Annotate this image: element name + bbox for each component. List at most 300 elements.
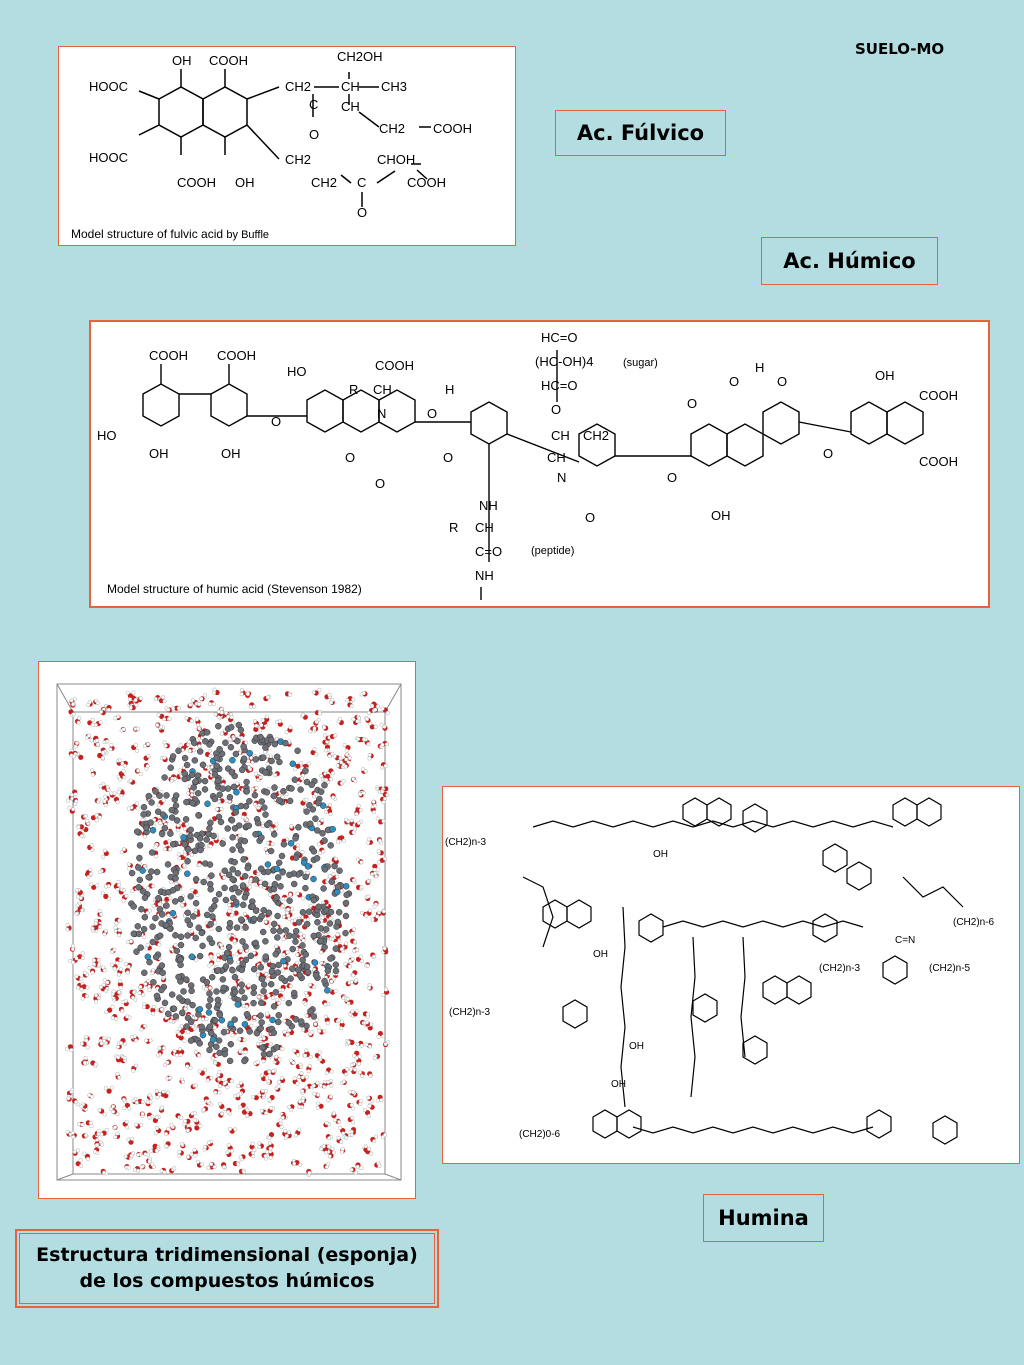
hydrogen-atom	[210, 927, 214, 931]
hydrogen-atom	[72, 1135, 76, 1139]
carbon-atom	[305, 969, 311, 975]
hydrogen-atom	[207, 1141, 211, 1145]
nitrogen-atom	[210, 1037, 216, 1043]
hydrogen-atom	[132, 990, 136, 994]
hydrogen-atom	[205, 1017, 209, 1021]
hydrogen-atom	[84, 814, 88, 818]
carbon-atom	[165, 861, 171, 867]
hydrogen-atom	[142, 1005, 146, 1009]
hydrogen-atom	[95, 813, 99, 817]
carbon-atom	[146, 874, 152, 880]
carbon-atom	[212, 1017, 218, 1023]
hydrogen-atom	[299, 1065, 303, 1069]
hydrogen-atom	[294, 1134, 298, 1138]
hydrogen-atom	[315, 720, 319, 724]
hydrogen-atom	[354, 780, 358, 784]
hydrogen-atom	[368, 909, 372, 913]
carbon-atom	[327, 956, 333, 962]
carbon-atom	[232, 885, 238, 891]
hydrogen-atom	[383, 1133, 387, 1137]
hydrogen-atom	[256, 973, 260, 977]
carbon-atom	[212, 897, 218, 903]
carbon-atom	[208, 886, 214, 892]
hydrogen-atom	[110, 743, 114, 747]
hydrogen-atom	[296, 892, 300, 896]
hydrogen-atom	[81, 1123, 85, 1127]
carbon-atom	[197, 836, 203, 842]
hydrogen-atom	[198, 1070, 202, 1074]
carbon-atom	[293, 928, 299, 934]
carbon-atom	[259, 799, 265, 805]
hydrogen-atom	[287, 1131, 291, 1135]
hydrogen-atom	[101, 756, 105, 760]
hydrogen-atom	[310, 1030, 314, 1034]
carbon-atom	[173, 875, 179, 881]
hydrogen-atom	[360, 861, 364, 865]
carbon-atom	[322, 978, 328, 984]
hydrogen-atom	[296, 1053, 300, 1057]
humic-group-label: C=O	[475, 544, 503, 559]
fulvic-acid-label: Ac. Fúlvico	[555, 110, 726, 156]
hydrogen-atom	[228, 903, 232, 907]
hydrogen-atom	[334, 989, 338, 993]
carbon-atom	[258, 1025, 264, 1031]
hydrogen-atom	[281, 904, 285, 908]
hydrogen-atom	[269, 1147, 273, 1151]
humin-group-label: OH	[629, 1041, 644, 1052]
hydrogen-atom	[360, 959, 364, 963]
humin-label: Humina	[703, 1194, 824, 1242]
hydrogen-atom	[100, 1143, 104, 1147]
hydrogen-atom	[158, 1047, 162, 1051]
hydrogen-atom	[81, 997, 85, 1001]
carbon-atom	[141, 804, 147, 810]
hydrogen-atom	[377, 1035, 381, 1039]
hydrogen-atom	[91, 927, 95, 931]
humic-acid-structure	[89, 320, 990, 608]
hydrogen-atom	[270, 828, 274, 832]
hydrogen-atom	[96, 743, 100, 747]
humic-group-label: O	[443, 450, 454, 465]
hydrogen-atom	[350, 704, 354, 708]
hydrogen-atom	[248, 885, 252, 889]
hydrogen-atom	[266, 841, 270, 845]
carbon-atom	[162, 1000, 168, 1006]
humic-group-label: (HC-OH)4	[535, 354, 594, 369]
carbon-atom	[265, 869, 271, 875]
nitrogen-atom	[305, 863, 311, 869]
hydrogen-atom	[68, 806, 72, 810]
hydrogen-atom	[75, 741, 79, 745]
hydrogen-atom	[376, 705, 380, 709]
hydrogen-atom	[346, 997, 350, 1001]
carbon-atom	[170, 841, 176, 847]
hydrogen-atom	[85, 1039, 89, 1043]
hydrogen-atom	[333, 1118, 337, 1122]
hydrogen-atom	[257, 806, 261, 810]
hydrogen-atom	[84, 1035, 88, 1039]
carbon-atom	[188, 1019, 194, 1025]
hydrogen-atom	[192, 749, 196, 753]
carbon-atom	[190, 1002, 196, 1008]
carbon-atom	[215, 997, 221, 1003]
carbon-atom	[286, 872, 292, 878]
hydrogen-atom	[83, 1061, 87, 1065]
hydrogen-atom	[143, 835, 147, 839]
hydrogen-atom	[193, 1148, 197, 1152]
hydrogen-atom	[267, 994, 271, 998]
hydrogen-atom	[154, 845, 158, 849]
carbon-atom	[269, 968, 275, 974]
carbon-atom	[167, 831, 173, 837]
carbon-atom	[174, 948, 180, 954]
carbon-atom	[335, 919, 341, 925]
carbon-atom	[131, 904, 137, 910]
carbon-atom	[291, 990, 297, 996]
hydrogen-atom	[238, 1105, 242, 1109]
hydrogen-atom	[348, 1090, 352, 1094]
carbon-atom	[188, 827, 194, 833]
hydrogen-atom	[326, 1162, 330, 1166]
hydrogen-atom	[134, 998, 138, 1002]
hydrogen-atom	[129, 706, 133, 710]
hydrogen-atom	[98, 870, 102, 874]
hydrogen-atom	[151, 969, 155, 973]
hydrogen-atom	[73, 697, 77, 701]
hydrogen-atom	[228, 738, 232, 742]
humic-group-label: COOH	[919, 454, 958, 469]
hydrogen-atom	[147, 979, 151, 983]
hydrogen-atom	[298, 1105, 302, 1109]
hydrogen-atom	[321, 916, 325, 920]
hydrogen-atom	[372, 955, 376, 959]
hydrogen-atom	[166, 1091, 170, 1095]
hydrogen-atom	[134, 698, 138, 702]
hydrogen-atom	[79, 1164, 83, 1168]
humic-group-label: OH	[875, 368, 895, 383]
nitrogen-atom	[312, 960, 318, 966]
hydrogen-atom	[199, 1124, 203, 1128]
hydrogen-atom	[351, 974, 355, 978]
hydrogen-atom	[89, 868, 93, 872]
fulvic-group-label: O	[309, 127, 320, 142]
hydrogen-atom	[71, 808, 75, 812]
hydrogen-atom	[352, 718, 356, 722]
hydrogen-atom	[293, 1077, 297, 1081]
hydrogen-atom	[127, 1138, 131, 1142]
hydrogen-atom	[339, 1026, 343, 1030]
carbon-atom	[190, 800, 196, 806]
hydrogen-atom	[374, 708, 378, 712]
hydrogen-atom	[293, 1049, 297, 1053]
fulvic-caption	[71, 227, 269, 241]
carbon-atom	[159, 963, 165, 969]
hydrogen-atom	[140, 1028, 144, 1032]
carbon-atom	[178, 934, 184, 940]
hydrogen-atom	[340, 1140, 344, 1144]
hydrogen-atom	[97, 958, 101, 962]
hydrogen-atom	[136, 1153, 140, 1157]
hydrogen-atom	[77, 1123, 81, 1127]
carbon-atom	[244, 788, 250, 794]
carbon-atom	[182, 755, 188, 761]
carbon-atom	[275, 913, 281, 919]
hydrogen-atom	[312, 985, 316, 989]
carbon-atom	[230, 847, 236, 853]
hydrogen-atom	[158, 943, 162, 947]
hydrogen-atom	[358, 1071, 362, 1075]
carbon-atom	[241, 856, 247, 862]
carbon-atom	[193, 779, 199, 785]
carbon-atom	[215, 778, 221, 784]
carbon-atom	[260, 929, 266, 935]
hydrogen-atom	[223, 1082, 227, 1086]
carbon-atom	[311, 897, 317, 903]
hydrogen-atom	[209, 955, 213, 959]
hydrogen-atom	[292, 1162, 296, 1166]
hydrogen-atom	[384, 988, 388, 992]
hydrogen-atom	[313, 747, 317, 751]
humic-group-label: O	[271, 414, 282, 429]
hydrogen-atom	[208, 986, 212, 990]
carbon-atom	[272, 881, 278, 887]
carbon-atom	[253, 831, 259, 837]
carbon-atom	[240, 883, 246, 889]
hydrogen-atom	[115, 921, 119, 925]
hydrogen-atom	[87, 703, 91, 707]
hydrogen-atom	[259, 776, 263, 780]
carbon-atom	[261, 1051, 267, 1057]
hydrogen-atom	[102, 1171, 106, 1175]
hydrogen-atom	[167, 708, 171, 712]
carbon-atom	[160, 812, 166, 818]
carbon-atom	[258, 964, 264, 970]
hydrogen-atom	[283, 964, 287, 968]
hydrogen-atom	[265, 715, 269, 719]
hydrogen-atom	[101, 855, 105, 859]
hydrogen-atom	[290, 1108, 294, 1112]
hydrogen-atom	[257, 995, 261, 999]
carbon-atom	[207, 991, 213, 997]
hydrogen-atom	[132, 691, 136, 695]
hydrogen-atom	[117, 791, 121, 795]
hydrogen-atom	[240, 688, 244, 692]
carbon-atom	[244, 1011, 250, 1017]
carbon-atom	[207, 936, 213, 942]
hydrogen-atom	[295, 961, 299, 965]
hydrogen-atom	[352, 831, 356, 835]
hydrogen-atom	[345, 699, 349, 703]
carbon-atom	[273, 951, 279, 957]
carbon-atom	[244, 779, 250, 785]
hydrogen-atom	[281, 897, 285, 901]
carbon-atom	[231, 784, 237, 790]
carbon-atom	[281, 841, 287, 847]
hydrogen-atom	[195, 718, 199, 722]
hydrogen-atom	[342, 839, 346, 843]
hydrogen-atom	[362, 738, 366, 742]
carbon-atom	[271, 1003, 277, 1009]
hydrogen-atom	[125, 894, 129, 898]
humic-group-label: O	[687, 396, 698, 411]
carbon-atom	[253, 940, 259, 946]
hydrogen-atom	[263, 751, 267, 755]
carbon-atom	[247, 1029, 253, 1035]
carbon-atom	[300, 957, 306, 963]
hydrogen-atom	[374, 725, 378, 729]
carbon-atom	[202, 738, 208, 744]
nitrogen-atom	[330, 826, 336, 832]
hydrogen-atom	[203, 1068, 207, 1072]
carbon-atom	[328, 909, 334, 915]
hydrogen-atom	[337, 1120, 341, 1124]
hydrogen-atom	[317, 843, 321, 847]
hydrogen-atom	[260, 1074, 264, 1078]
hydrogen-atom	[326, 1021, 330, 1025]
nitrogen-atom	[270, 1017, 276, 1023]
hydrogen-atom	[367, 742, 371, 746]
carbon-atom	[333, 968, 339, 974]
carbon-atom	[198, 847, 204, 853]
nitrogen-atom	[150, 827, 156, 833]
carbon-atom	[146, 793, 152, 799]
carbon-atom	[213, 1044, 219, 1050]
carbon-atom	[185, 858, 191, 864]
hydrogen-atom	[316, 1081, 320, 1085]
hydrogen-atom	[233, 1094, 237, 1098]
carbon-atom	[190, 913, 196, 919]
hydrogen-atom	[75, 957, 79, 961]
hydrogen-atom	[141, 1100, 145, 1104]
hydrogen-atom	[144, 1039, 148, 1043]
hydrogen-atom	[123, 1056, 127, 1060]
hydrogen-atom	[260, 1109, 264, 1113]
hydrogen-atom	[264, 847, 268, 851]
hydrogen-atom	[200, 697, 204, 701]
hydrogen-atom	[255, 724, 259, 728]
hydrogen-atom	[194, 1154, 198, 1158]
hydrogen-atom	[217, 800, 221, 804]
nitrogen-atom	[170, 910, 176, 916]
hydrogen-atom	[272, 1069, 276, 1073]
carbon-atom	[193, 900, 199, 906]
carbon-atom	[142, 914, 148, 920]
humic-group-label: CH	[373, 382, 392, 397]
hydrogen-atom	[251, 787, 255, 791]
carbon-atom	[154, 869, 160, 875]
carbon-atom	[243, 925, 249, 931]
humic-acid-diagram	[91, 322, 988, 606]
carbon-atom	[221, 985, 227, 991]
hydrogen-atom	[169, 1076, 173, 1080]
hydrogen-atom	[348, 965, 352, 969]
carbon-atom	[307, 1008, 313, 1014]
hydrogen-atom	[208, 749, 212, 753]
carbon-atom	[178, 962, 184, 968]
hydrogen-atom	[368, 1045, 372, 1049]
carbon-atom	[251, 984, 257, 990]
carbon-atom	[176, 995, 182, 1001]
hydrogen-atom	[196, 893, 200, 897]
carbon-atom	[229, 769, 235, 775]
hydrogen-atom	[249, 705, 253, 709]
hydrogen-atom	[332, 977, 336, 981]
hydrogen-atom	[282, 937, 286, 941]
hydrogen-atom	[116, 800, 120, 804]
hydrogen-atom	[366, 964, 370, 968]
hydrogen-atom	[339, 757, 343, 761]
hydrogen-atom	[160, 1106, 164, 1110]
carbon-atom	[227, 794, 233, 800]
carbon-atom	[259, 1019, 265, 1025]
hydrogen-atom	[344, 942, 348, 946]
hydrogen-atom	[176, 829, 180, 833]
hydrogen-atom	[378, 839, 382, 843]
nitrogen-atom	[247, 750, 253, 756]
hydrogen-atom	[86, 1046, 90, 1050]
hydrogen-atom	[154, 697, 158, 701]
carbon-atom	[274, 1044, 280, 1050]
hydrogen-atom	[288, 693, 292, 697]
hydrogen-atom	[283, 1030, 287, 1034]
hydrogen-atom	[163, 1170, 167, 1174]
fulvic-group-label: CH2	[311, 175, 338, 190]
hydrogen-atom	[210, 1076, 214, 1080]
hydrogen-atom	[369, 1074, 373, 1078]
hydrogen-atom	[189, 703, 193, 707]
hydrogen-atom	[178, 1150, 182, 1154]
hydrogen-atom	[338, 717, 342, 721]
carbon-atom	[293, 835, 299, 841]
hydrogen-atom	[99, 720, 103, 724]
hydrogen-atom	[117, 883, 121, 887]
carbon-atom	[227, 1058, 233, 1064]
carbon-atom	[153, 954, 159, 960]
hydrogen-atom	[367, 837, 371, 841]
hydrogen-atom	[264, 1154, 268, 1158]
hydrogen-atom	[148, 1116, 152, 1120]
hydrogen-atom	[289, 726, 293, 730]
hydrogen-atom	[330, 1084, 334, 1088]
carbon-atom	[271, 921, 277, 927]
hydrogen-atom	[197, 702, 201, 706]
carbon-atom	[253, 877, 259, 883]
hydrogen-atom	[262, 1060, 266, 1064]
hydrogen-atom	[240, 692, 244, 696]
hydrogen-atom	[66, 1130, 70, 1134]
hydrogen-atom	[250, 1024, 254, 1028]
nitrogen-atom	[311, 876, 317, 882]
carbon-atom	[283, 927, 289, 933]
hydrogen-atom	[298, 1128, 302, 1132]
hydrogen-atom	[350, 1103, 354, 1107]
carbon-atom	[223, 897, 229, 903]
humic-group-label: O	[667, 470, 678, 485]
hydrogen-atom	[374, 1135, 378, 1139]
hydrogen-atom	[269, 1042, 273, 1046]
hydrogen-atom	[251, 1151, 255, 1155]
hydrogen-atom	[91, 718, 95, 722]
humic-group-label: R	[349, 382, 359, 397]
hydrogen-atom	[289, 984, 293, 988]
hydrogen-atom	[313, 1092, 317, 1096]
hydrogen-atom	[220, 1112, 224, 1116]
carbon-atom	[328, 842, 334, 848]
carbon-atom	[242, 995, 248, 1001]
hydrogen-atom	[179, 1053, 183, 1057]
hydrogen-atom	[183, 853, 187, 857]
carbon-atom	[333, 962, 339, 968]
